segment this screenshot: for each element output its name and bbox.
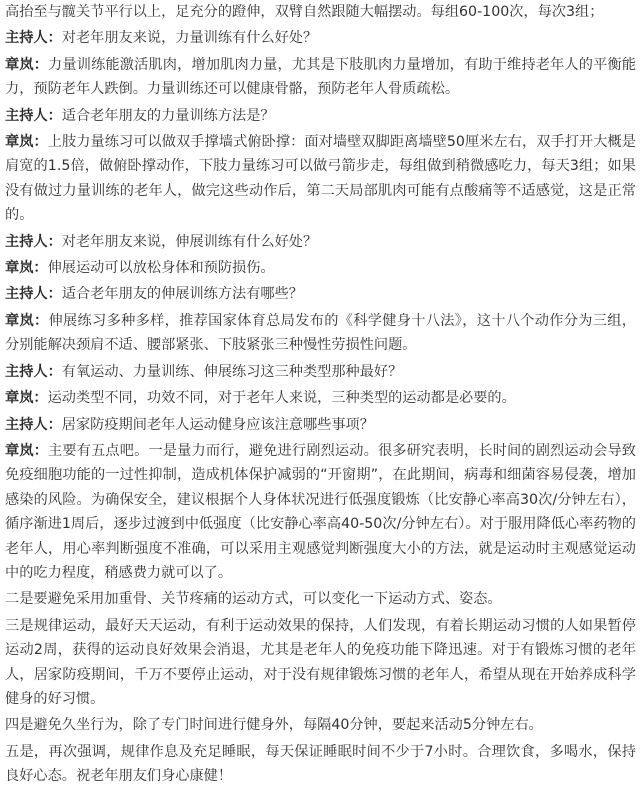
speaker-label: 章岚： xyxy=(5,56,49,73)
paragraph: 四是避免久坐行为，除了专门时间进行健身外，每隔40分钟，要起来活动5分钟左右。 xyxy=(5,717,543,734)
paragraph: 章岚：伸展练习多种多样，推荐国家体育总局发布的《科学健身十八法》，这十八个动作分为三组，分别能解决颈肩不适、腰部紧张、下肢紧张三种慢性劳损性问题。 xyxy=(5,312,636,354)
speaker-label: 主持人： xyxy=(5,416,62,433)
speaker-label: 章岚： xyxy=(5,260,48,277)
paragraph: 主持人：适合老年朋友的伸展训练方法有哪些？ xyxy=(5,286,303,303)
speaker-label: 章岚： xyxy=(5,442,49,459)
paragraph: 主持人：对老年朋友来说，力量训练有什么好处？ xyxy=(5,30,318,47)
paragraph: 章岚：上肢力量练习可以做双手撑墙式俯卧撑：面对墙壁双脚距离墙壁50厘米左右，双手打开大概是肩宽的1.5倍，做俯卧撑动作，下肢力量练习可以做弓箭步走，每组做到稍微感吃力，每天3组；如果没有做过力量训练的老年人，做完这些动作后，第二天局部肌肉可能有点酸痛等不适感觉，这是正常的。 xyxy=(5,134,636,224)
paragraph: 章岚：伸展运动可以放松身体和预防损伤。 xyxy=(5,260,275,277)
speaker-label: 章岚： xyxy=(5,134,48,151)
paragraph: 主持人：有氧运动、力量训练、伸展练习这三种类型那种最好？ xyxy=(5,363,403,380)
paragraph: 章岚：主要有五点吧。一是量力而行，避免进行剧烈运动。很多研究表明，长时间的剧烈运动会导致免疫细胞功能的一过性抑制，造成机体保护减弱的“开窗期”，在此期间，病毒和细菌容易侵袭，增加感染的风险。为确保安全，建议根据个人身体状况进行低强度锻炼（比安静心率高30次/分钟左右），循序渐进1周后，逐步过渡到中低强度（比安静心率高40-50次/分钟左右）。对于服用降低心率药物的老年人，用心率判断强度不准确，可以采用主观感觉判断强度大小的方法，就是运动时主观感觉运动中的吃力程度，稍感费力就可以了。 xyxy=(5,442,636,581)
paragraph: 三是规律运动，最好天天运动，有利于运动效果的保持，人们发现，有着长期运动习惯的人如果暂停运动2周，获得的运动良好效果会消退，尤其是老年人的免疫功能下降迅速。对于有锻炼习惯的老年人，居家防疫期间，千万不要停止运动，对于没有规律锻炼习惯的老年人，希望从现在开始养成科学健身的好习惯。 xyxy=(5,617,636,707)
speaker-label: 章岚： xyxy=(5,312,49,329)
speaker-label: 主持人： xyxy=(5,233,62,250)
speaker-label: 章岚： xyxy=(5,390,48,407)
paragraph: 章岚：运动类型不同，功效不同，对于老年人来说，三种类型的运动都是必要的。 xyxy=(5,390,516,407)
speaker-label: 主持人： xyxy=(5,286,62,303)
paragraph: 主持人：居家防疫期间老年人运动健身应该注意哪些事项？ xyxy=(5,416,374,433)
paragraph: 五是，再次强调，规律作息及充足睡眠，每天保证睡眠时间不少于7小时。合理饮食，多喝水，保持良好心态。祝老年朋友们身心康健！ xyxy=(5,743,636,785)
paragraph: 二是要避免采用加重骨、关节疼痛的运动方式，可以变化一下运动方式、姿态。 xyxy=(5,591,502,608)
paragraph: 主持人：适合老年朋友的力量训练方法是？ xyxy=(5,107,275,124)
speaker-label: 主持人： xyxy=(5,363,62,380)
speaker-label: 主持人： xyxy=(5,30,62,47)
paragraph: 高抬至与髋关节平行以上，足充分的蹬伸，双臂自然跟随大幅摆动。每组60-100次，每次3组； xyxy=(5,4,604,20)
speaker-label: 主持人： xyxy=(5,107,62,124)
paragraph: 主持人：对老年朋友来说，伸展训练有什么好处？ xyxy=(5,233,318,250)
paragraph: 章岚：力量训练能激活肌肉，增加肌肉力量，尤其是下肢肌肉力量增加，有助于维持老年人的平衡能力，预防老年人跌倒。力量训练还可以健康骨骼，预防老年人骨质疏松。 xyxy=(5,56,636,98)
